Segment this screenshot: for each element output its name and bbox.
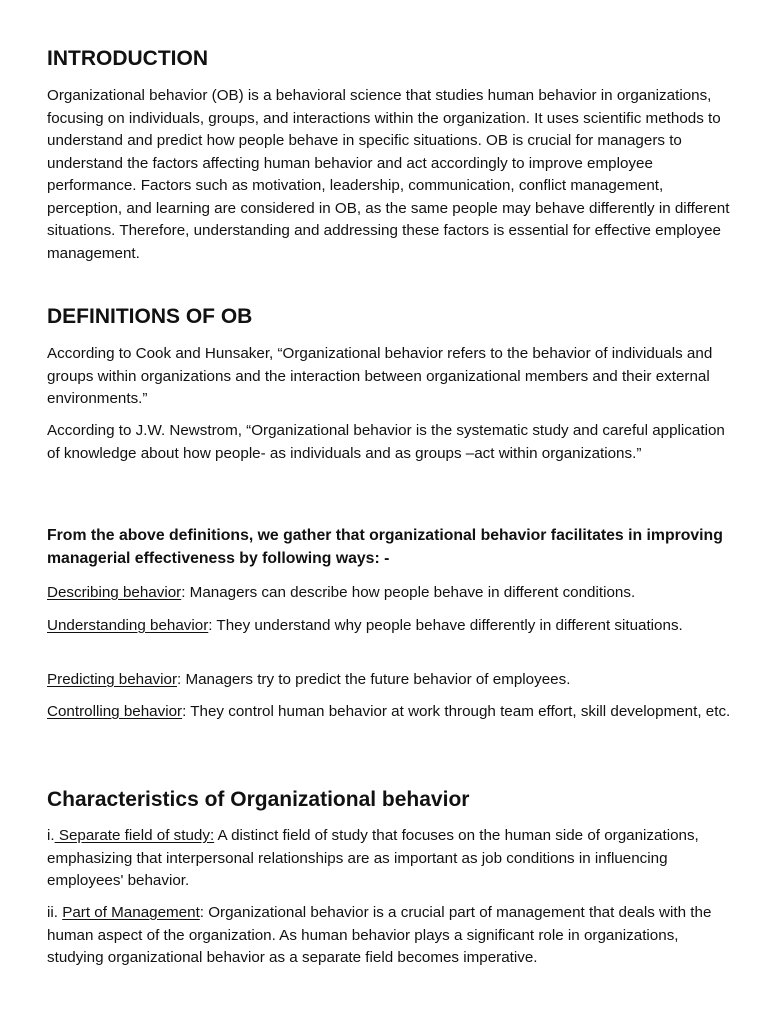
way-term: Controlling behavior (47, 703, 183, 720)
way-term: Predicting behavior (47, 671, 178, 688)
characteristic-item-part-of-management (47, 902, 737, 970)
characteristic-text: : Organizational behavior is a crucial part of management that deals with the human aspect of the organization. As human behavior plays a significant role in organizations, studying organizational behavior as a separate field becomes imperative. (47, 904, 712, 966)
way-text: : Managers can describe how people behave in different conditions. (181, 584, 636, 601)
way-text: : They control human behavior at work through team effort, skill development, etc. (182, 703, 731, 720)
characteristic-text: A distinct field of study that focuses on the human side of organizations, emphasizing that interpersonal relationships are as important as job conditions in influencing employees' behavior. (47, 827, 699, 889)
introduction-heading: INTRODUCTION (47, 47, 208, 70)
way-term: Describing behavior (47, 584, 182, 601)
definition-cook-hunsaker: According to Cook and Hunsaker, “Organizational behavior refers to the behavior of individuals and groups within organizations and the interaction between organizational members and their external environments.” (47, 345, 713, 407)
way-text: : They understand why people behave differently in different situations. (208, 617, 683, 634)
item-number: ii. (47, 904, 63, 921)
introduction-paragraph: Organizational behavior (OB) is a behavioral science that studies human behavior in organizations, focusing on individuals, groups, and interactions within the organization. It uses scientific methods to understand and predict how people behave in specific situations. OB is crucial for managers to understand the factors affecting human behavior and act accordingly to improve employee performance. Factors such as motivation, leadership, communication, conflict management, perception, and learning are considered in OB, as the same people may behave differently in different situations. Therefore, understanding and addressing these factors is essential for effective employee management. (47, 87, 730, 262)
way-term: Understanding behavior (47, 617, 209, 634)
characteristics-heading: Characteristics of Organizational behavior (47, 788, 470, 811)
way-text: : Managers try to predict the future behavior of employees. (177, 671, 571, 688)
way-item-describing (47, 582, 737, 605)
way-item-understanding (47, 615, 737, 638)
definitions-heading: DEFINITIONS OF OB (47, 305, 253, 328)
ways-intro: From the above definitions, we gather that organizational behavior facilitates in improving managerial effectiveness by following ways: - (47, 527, 723, 567)
item-number: i. (47, 827, 55, 844)
way-item-controlling (47, 701, 737, 724)
characteristic-term: Part of Management (62, 904, 200, 921)
definition-newstrom: According to J.W. Newstrom, “Organizational behavior is the systematic study and careful application of knowledge about how people- as individuals and as groups –act within organizations.” (47, 422, 725, 462)
characteristic-term: Separate field of study: (54, 827, 215, 844)
way-item-predicting (47, 669, 737, 692)
characteristic-item-separate-field (47, 825, 737, 893)
